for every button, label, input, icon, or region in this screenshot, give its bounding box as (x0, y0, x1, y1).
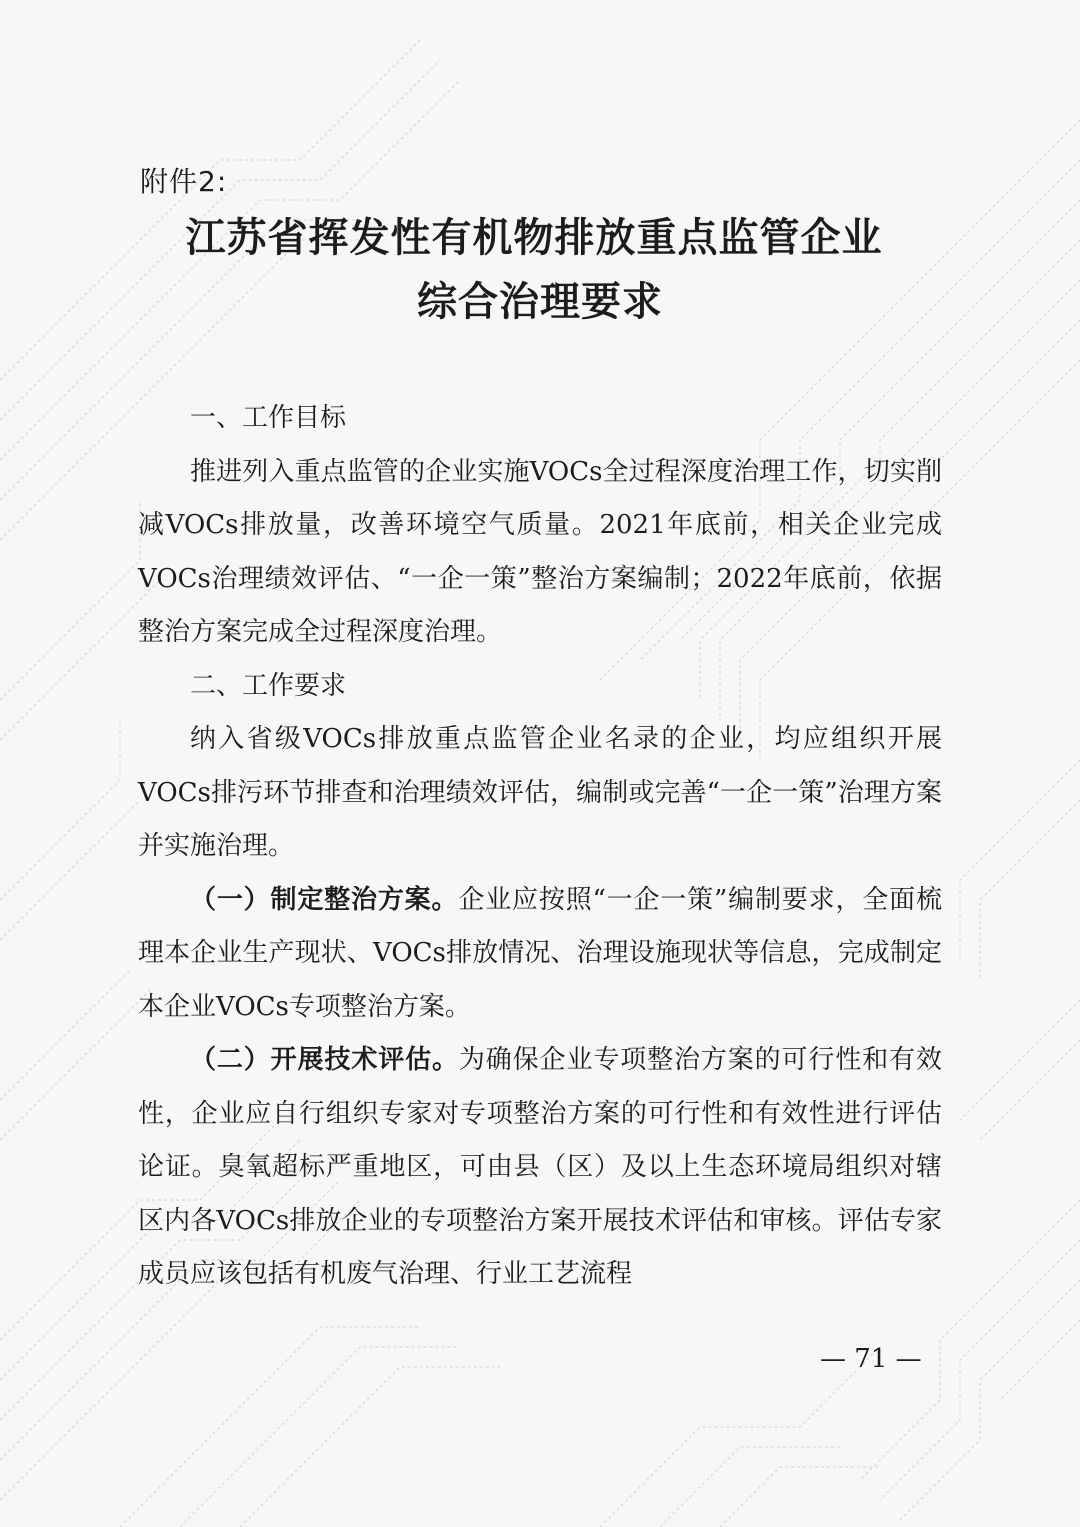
item-1-lead: （一）制定整治方案。 (190, 884, 459, 915)
item-2-lead: （二）开展技术评估。 (190, 1045, 459, 1075)
section-2-heading: 二、工作要求 (190, 670, 347, 701)
document-title-line-2: 综合治理要求 (417, 278, 663, 325)
section-1-paragraph: 推进列入重点监管的企业实施VOCs全过程深度治理工作，切实削减VOCs排放量，改善环境空气质量。2021年底前，相关企业完成VOCs治理绩效评估、“一企一策”整治方案编制；2022年底前，依据整治方案完成全过程深度治理。 (138, 456, 942, 647)
section-2-paragraph: 纳入省级VOCs排放重点监管企业名录的企业，均应组织开展VOCs排污环节排查和治理绩效评估，编制或完善“一企一策”治理方案并实施治理。 (138, 724, 942, 861)
section-2-item-1 (138, 874, 942, 1035)
page-number: — 71 — (820, 1344, 922, 1374)
attachment-label: 附件2: (140, 165, 228, 198)
document-body (138, 392, 942, 1302)
document-title-line-1: 江苏省挥发性有机物排放重点监管企业 (185, 214, 883, 261)
item-1-text: 企业应按照“一企一策”编制要求，全面梳理本企业生产现状、VOCs排放情况、治理设施现状等信息，完成制定本企业VOCs专项整治方案。 (138, 884, 942, 1022)
item-2-text: 为确保企业专项整治方案的可行性和有效性，企业应自行组织专家对专项整治方案的可行性和有效性进行评估论证。臭氧超标严重地区，可由县（区）及以上生态环境局组织对辖区内各VOCs排放企业的专项整治方案开展技术评估和审核。评估专家成员应该包括有机废气治理、行业工艺流程 (138, 1045, 942, 1289)
section-2-item-2 (138, 1034, 942, 1302)
section-1-heading: 一、工作目标 (190, 403, 347, 433)
